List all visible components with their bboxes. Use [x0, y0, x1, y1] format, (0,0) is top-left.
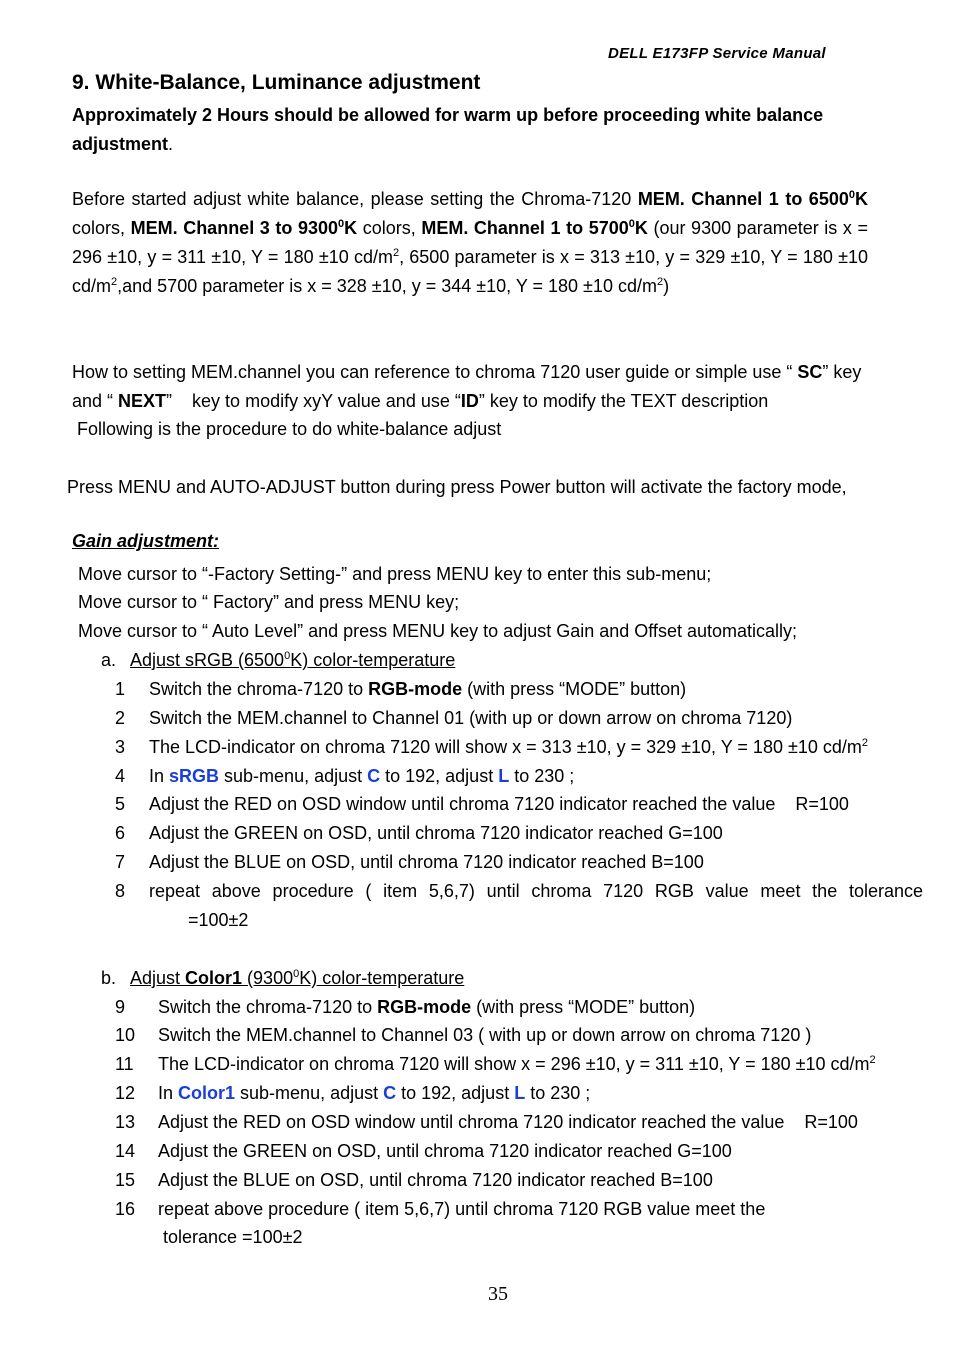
warmup-note [72, 101, 902, 159]
luminance-label: L [498, 766, 510, 786]
step-text: repeat above procedure ( item 5,6,7) until chroma 7120 RGB value meet the tolerance [149, 881, 923, 901]
section-b-title-text: (9300 [242, 968, 294, 988]
intro-text: (our 9300 parameter is x = 296 ±10, y = 311 ±10, Y = 180 ±10 cd/m [72, 218, 868, 267]
step-text [158, 1050, 876, 1079]
factory-mode-note: Press MENU and AUTO-ADJUST button during press Power button will activate the factory mode, [67, 477, 847, 497]
step-number: 6 [115, 823, 126, 843]
move-instruction: Move cursor to “ Auto Level” and press MENU key to adjust Gain and Offset automatically; [78, 621, 797, 641]
step-text [158, 993, 695, 1022]
squared-sup: 2 [392, 247, 400, 259]
step-text [158, 1079, 590, 1108]
step-text-part: In [149, 766, 170, 786]
intro-text: ) [663, 276, 670, 296]
step-text: Adjust the RED on OSD window until chroma 7120 indicator reached the value R=100 [149, 794, 849, 814]
page-number: 35 [488, 1283, 508, 1305]
section-a-letter: a. [101, 650, 117, 670]
rgb-mode-label: RGB-mode [368, 679, 463, 699]
step-text: Switch the MEM.channel to Channel 03 ( with up or down arrow on chroma 7120 ) [158, 1025, 812, 1045]
section-a-title-text: K) color-temperature [290, 650, 456, 670]
step-text-part: The LCD-indicator on chroma 7120 will show x = 313 ±10, y = 329 ±10, Y = 180 ±10 cd/m [149, 737, 862, 757]
channel-1-5700: MEM. Channel 1 to 5700 [421, 218, 629, 238]
move-instruction: Move cursor to “ Factory” and press MENU key; [78, 592, 460, 612]
step-number: 16 [115, 1199, 136, 1219]
step-text: =100±2 [188, 910, 249, 930]
sc-key: SC [797, 362, 823, 382]
rgb-mode-label: RGB-mode [377, 997, 472, 1017]
luminance-label: L [514, 1083, 526, 1103]
squared-sup: 2 [111, 276, 118, 288]
intro-text: , 6500 parameter is x = 313 ±10, y = 329 ±10, Y = 180 ±10 cd/m [72, 247, 868, 296]
step-number: 5 [115, 794, 126, 814]
following-line: Following is the procedure to do white-balance adjust [77, 419, 502, 439]
degree-sup: 0 [628, 218, 635, 230]
step-number: 2 [115, 708, 126, 728]
step-number: 7 [115, 852, 126, 872]
step-number: 11 [115, 1054, 134, 1074]
kelvin-label: K [854, 189, 868, 209]
step-number: 8 [115, 881, 126, 901]
section-title: 9. White-Balance, Luminance adjustment [72, 71, 481, 94]
step-number: 1 [115, 679, 126, 699]
step-text-part: (with press “MODE” button) [471, 997, 696, 1017]
srgb-submenu-label: sRGB [169, 766, 220, 786]
step-number: 10 [115, 1025, 136, 1045]
section-b-title [130, 964, 464, 993]
contrast-label: C [367, 766, 381, 786]
howto-text: and “ [72, 391, 119, 411]
intro-text: ,and 5700 parameter is x = 328 ±10, y = 344 ±10, Y = 180 ±10 cd/m [117, 276, 657, 296]
id-key: ID [460, 391, 479, 411]
intro-text: colors, [357, 218, 422, 238]
howto-text: ” key [822, 362, 862, 382]
next-key: NEXT [118, 391, 167, 411]
howto-text: ” key to modify the TEXT description [478, 391, 769, 411]
step-number: 15 [115, 1170, 136, 1190]
howto-text: ” key to modify xyY value and use “ [166, 391, 461, 411]
manual-header: DELL E173FP Service Manual [608, 45, 826, 62]
step-text [149, 675, 686, 704]
warmup-text: Approximately 2 Hours should be allowed for warm up before proceeding white balance adjustment [72, 105, 824, 154]
step-number: 13 [115, 1112, 136, 1132]
degree-sup: 0 [848, 189, 855, 201]
section-a-title-text: Adjust sRGB (6500 [130, 650, 285, 670]
intro-text: Before started adjust white balance, please setting the Chroma-7120 [72, 189, 638, 209]
step-text-part: (with press “MODE” button) [462, 679, 687, 699]
step-number: 3 [115, 737, 126, 757]
squared-sup: 2 [656, 276, 664, 288]
step-text-part: Switch the chroma-7120 to [149, 679, 369, 699]
move-instruction: Move cursor to “-Factory Setting-” and press MENU key to enter this sub-menu; [78, 564, 712, 584]
channel-3-9300: MEM. Channel 3 to 9300 [130, 218, 339, 238]
channel-1-6500: MEM. Channel 1 to 6500 [637, 189, 849, 209]
step-text-part: sub-menu, adjust [235, 1083, 384, 1103]
step-number: 4 [115, 766, 126, 786]
step-text [149, 762, 574, 791]
step-text: repeat above procedure ( item 5,6,7) until chroma 7120 RGB value meet the [158, 1199, 766, 1219]
step-number: 9 [115, 997, 126, 1017]
degree-sup: 0 [293, 968, 300, 980]
degree-sup: 0 [284, 650, 291, 662]
step-text-part: to 230 ; [525, 1083, 591, 1103]
section-b-title-text: K) color-temperature [299, 968, 465, 988]
step-text: Switch the MEM.channel to Channel 01 (with up or down arrow on chroma 7120) [149, 708, 793, 728]
warmup-period: . [168, 134, 174, 154]
howto-line-2 [72, 387, 768, 416]
squared-sup: 2 [861, 737, 868, 749]
step-text: Adjust the RED on OSD window until chroma 7120 indicator reached the value R=100 [158, 1112, 858, 1132]
step-text-part: The LCD-indicator on chroma 7120 will show x = 296 ±10, y = 311 ±10, Y = 180 ±10 cd/m [158, 1054, 870, 1074]
degree-sup: 0 [338, 218, 345, 230]
step-text-part: to 230 ; [509, 766, 575, 786]
intro-text: colors, [72, 218, 131, 238]
intro-paragraph [72, 185, 868, 301]
step-number: 12 [115, 1083, 136, 1103]
kelvin-label: K [634, 218, 648, 238]
kelvin-label: K [344, 218, 358, 238]
step-text-part: sub-menu, adjust [219, 766, 368, 786]
step-text-part: to 192, adjust [396, 1083, 515, 1103]
section-b-title-text: Adjust [130, 968, 186, 988]
howto-text: How to setting MEM.channel you can reference to chroma 7120 user guide or simple use “ [72, 362, 798, 382]
step-text-part: In [158, 1083, 179, 1103]
step-text: Adjust the GREEN on OSD, until chroma 7120 indicator reached G=100 [158, 1141, 732, 1161]
step-text [149, 733, 868, 762]
color1-label: Color1 [185, 968, 243, 988]
section-b-letter: b. [101, 968, 117, 988]
step-number: 14 [115, 1141, 136, 1161]
howto-line-1 [72, 358, 861, 387]
step-text: Adjust the BLUE on OSD, until chroma 7120 indicator reached B=100 [149, 852, 704, 872]
step-text: tolerance =100±2 [163, 1227, 303, 1247]
color1-submenu-label: Color1 [178, 1083, 236, 1103]
step-text: Adjust the BLUE on OSD, until chroma 7120 indicator reached B=100 [158, 1170, 713, 1190]
step-text-part: Switch the chroma-7120 to [158, 997, 378, 1017]
squared-sup: 2 [869, 1054, 876, 1066]
step-text-part: to 192, adjust [380, 766, 499, 786]
contrast-label: C [383, 1083, 397, 1103]
step-text: Adjust the GREEN on OSD, until chroma 7120 indicator reached G=100 [149, 823, 723, 843]
gain-heading: Gain adjustment: [72, 531, 220, 551]
section-a-title [130, 646, 455, 675]
